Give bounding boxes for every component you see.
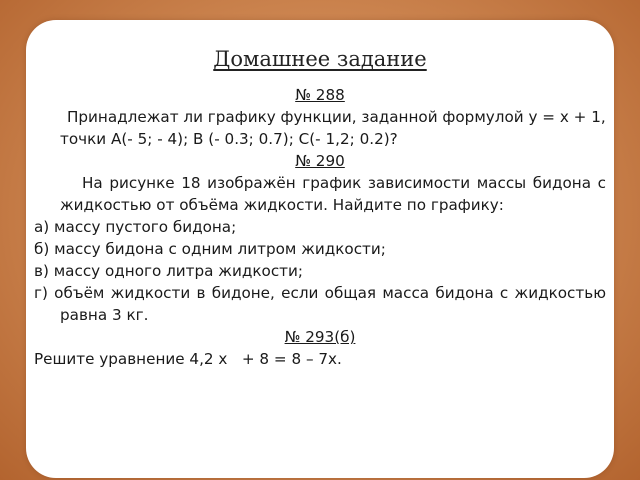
task-293-number-label: № 293(б) bbox=[284, 328, 356, 346]
task-290-item-v: в) массу одного литра жидкости; bbox=[34, 262, 303, 280]
task-290-item-b: б) массу бидона с одним литром жидкости; bbox=[34, 240, 386, 258]
task-288-text: Принадлежат ли графику функции, заданной формулой у = х + 1, точки А(- 5; - 4); В (- 0.3; 0.7); С(- 1,2; 0.2)? bbox=[60, 108, 606, 148]
slide-title: Домашнее задание bbox=[213, 47, 427, 71]
task-290-number-label: № 290 bbox=[295, 152, 345, 170]
homework-content bbox=[34, 84, 606, 370]
task-293-text: Решите уравнение 4,2 х + 8 = 8 – 7х. bbox=[34, 350, 342, 368]
task-288-number bbox=[34, 84, 606, 106]
task-288-number-label: № 288 bbox=[295, 86, 345, 104]
task-290-item-g: г) объём жидкости в бидоне, если общая масса бидона с жидкостью равна 3 кг. bbox=[34, 284, 606, 324]
task-290-number bbox=[34, 150, 606, 172]
task-290-text: На рисунке 18 изображён график зависимости массы бидона с жидкостью от объёма жидкости. Найдите по графику: bbox=[60, 174, 606, 214]
task-293-number bbox=[34, 326, 606, 348]
task-290-item-a: а) массу пустого бидона; bbox=[34, 218, 237, 236]
slide-card bbox=[26, 20, 614, 478]
